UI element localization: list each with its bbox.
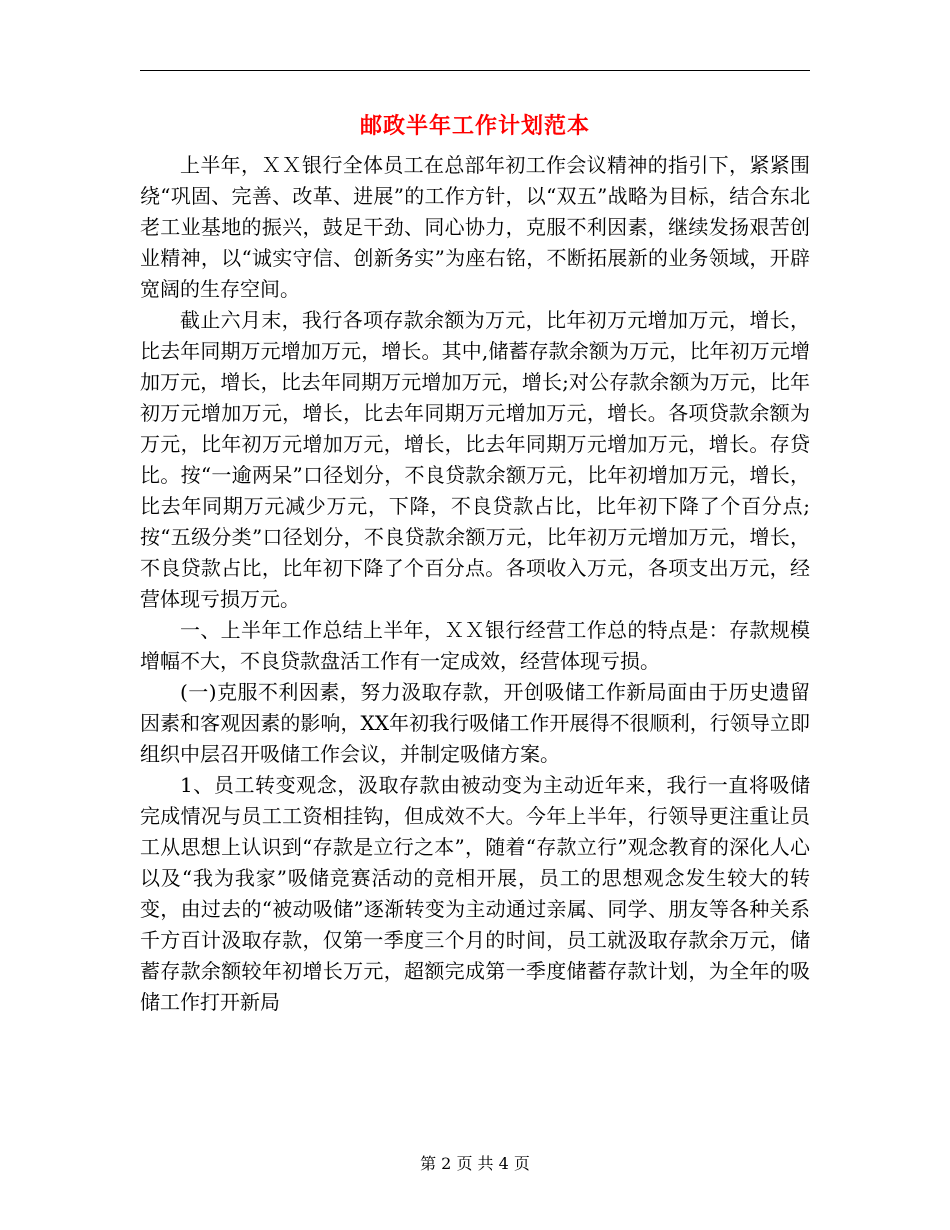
- document-body: [140, 150, 810, 1018]
- paragraph-intro: 上半年，ＸＸ银行全体员工在总部年初工作会议精神的指引下，紧紧围绕“巩固、完善、改革、进展”的工作方针，以“双五”战略为目标，结合东北老工业基地的振兴，鼓足干劲、同心协力，克服不利因素，继续发扬艰苦创业精神，以“诚实守信、创新务实”为座右铭，不断拓展新的业务领域，开辟宽阔的生存空间。: [140, 153, 810, 301]
- paragraph-section-one: 一、上半年工作总结上半年，ＸＸ银行经营工作总的特点是：存款规模增幅不大，不良贷款盘活工作有一定成效，经营体现亏损。: [140, 618, 810, 673]
- page-number: 第 2 页 共 4 页: [420, 1154, 530, 1173]
- paragraph-subsection-one: (一)克服不利因素，努力汲取存款，开创吸储工作新局面由于历史遗留因素和客观因素的影响，XX年初我行吸储工作开展得不很顺利，行领导立即组织中层召开吸储工作会议，并制定吸储方案。: [140, 680, 810, 766]
- header-rule: [140, 70, 810, 71]
- document-title: 邮政半年工作计划范本: [359, 113, 590, 139]
- paragraph-item-one: 1、员工转变观念，汲取存款由被动变为主动近年来，我行一直将吸储完成情况与员工工资相挂钩，但成效不大。今年上半年，行领导更注重让员工从思想上认识到“存款是立行之本”，随着“存款立行”观念教育的深化人心以及“我为我家”吸储竞赛活动的竞相开展，员工的思想观念发生较大的转变，由过去的“被动吸储”逐渐转变为主动通过亲属、同学、朋友等各种关系千方百计汲取存款，仅第一季度三个月的时间，员工就汲取存款余万元，储蓄存款余额较年初增长万元，超额完成第一季度储蓄存款计划，为全年的吸储工作打开新局: [140, 773, 810, 1014]
- paragraph-deposit-figures: 截止六月末，我行各项存款余额为万元，比年初万元增加万元，增长，比去年同期万元增加万元，增长。其中,储蓄存款余额为万元，比年初万元增加万元，增长，比去年同期万元增加万元，增长;对公存款余额为万元，比年初万元增加万元，增长，比去年同期万元增加万元，增长。各项贷款余额为万元，比年初万元增加万元，增长，比去年同期万元增加万元，增长。存贷比。按“一逾两呆”口径划分，不良贷款余额万元，比年初增加万元，增长，比去年同期万元减少万元，下降，不良贷款占比，比年初下降了个百分点;按“五级分类”口径划分，不良贷款余额万元，比年初万元增加万元，增长，不良贷款占比，比年初下降了个百分点。各项收入万元，各项支出万元，经营体现亏损万元。: [140, 308, 810, 611]
